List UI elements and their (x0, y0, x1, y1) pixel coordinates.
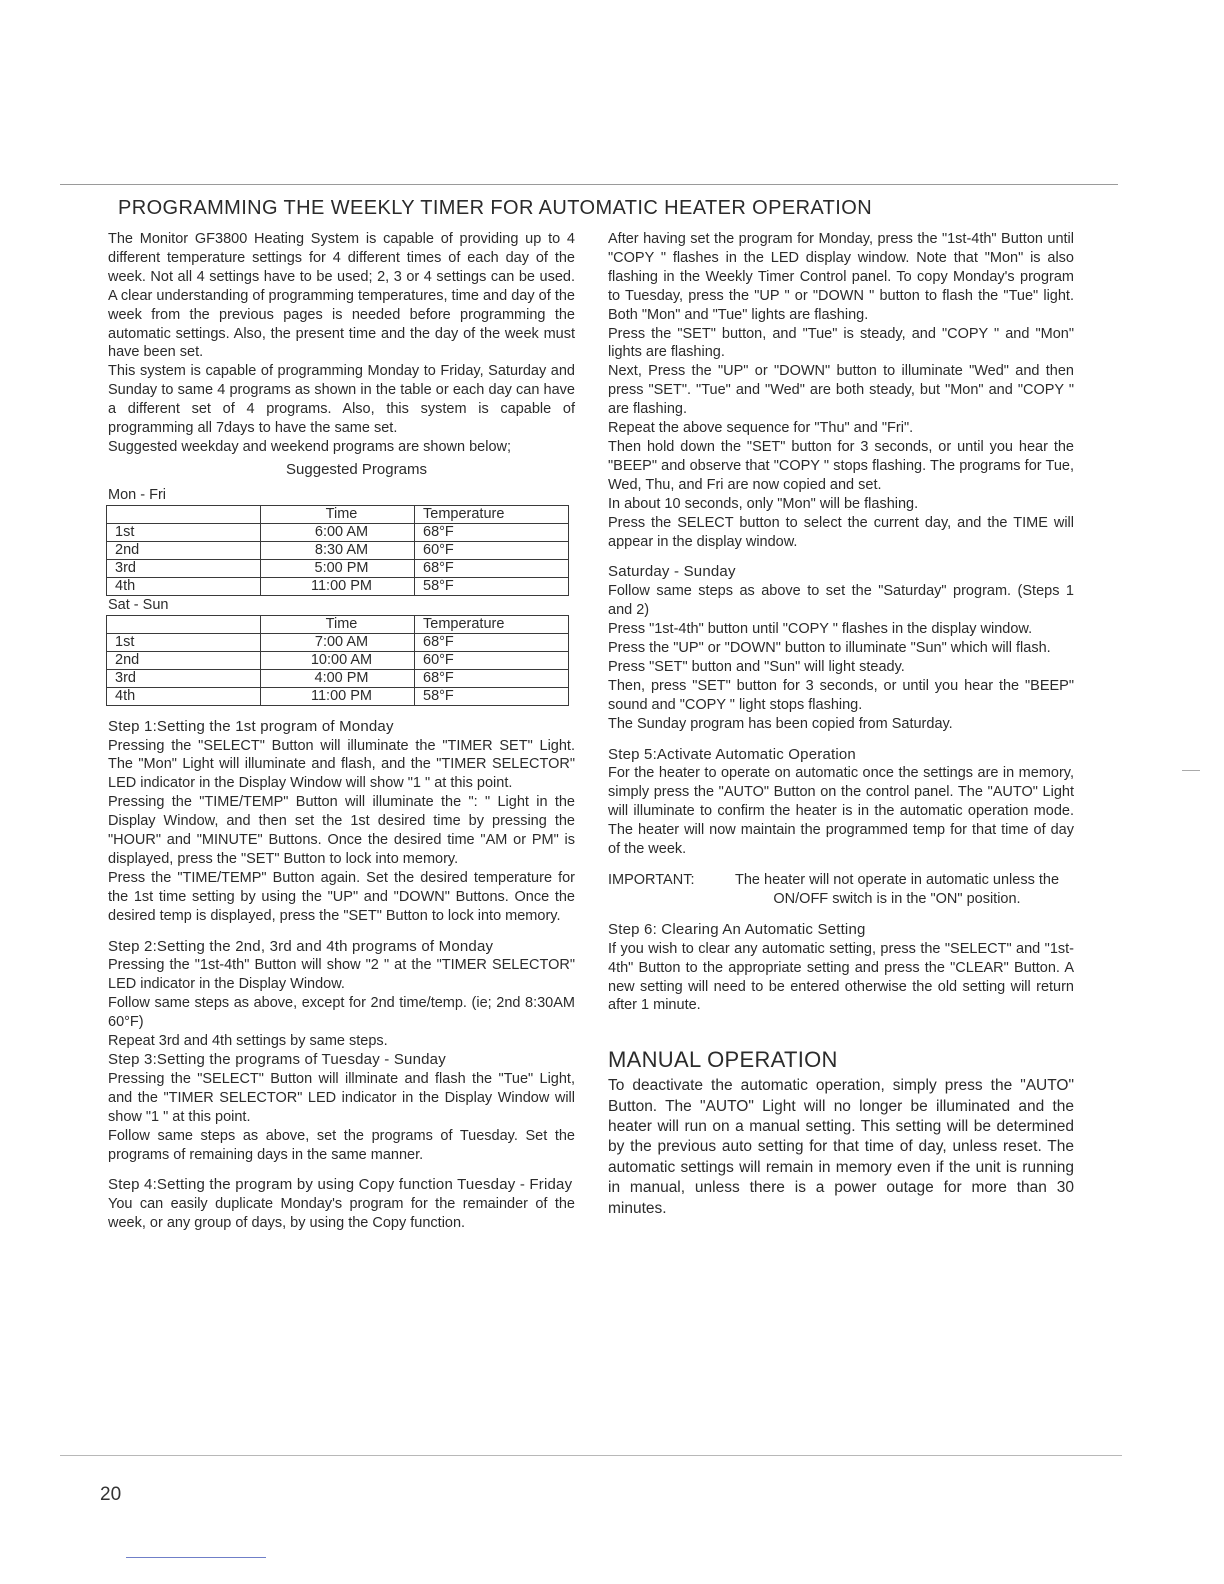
weekend-heading: Saturday - Sunday (608, 563, 736, 581)
table-header-cell (107, 615, 261, 633)
copy-paragraph: After having set the program for Monday, press the "1st-4th" Button until "COPY " flashes in the LED display window. Note that "Mon" is also flashing in the Weekly Timer Control panel. To copy Monday's program to Tuesday, press the "UP " or "DOWN " button to flash the "Tue" light. Both "Mon" and "Tue" lights are flashing. (608, 231, 1074, 323)
step2-paragraph: Pressing the "1st-4th" Button will show "2 " at the "TIMER SELECTOR" LED indicator in the Display Window. (108, 957, 575, 993)
copy-paragraph: Press the "SET" button, and "Tue" is steady, and "COPY " and "Mon" lights are flashing. (608, 325, 1074, 361)
program-label-cell: 2nd (107, 541, 261, 559)
program-label-cell: 1st (107, 633, 261, 651)
step1-paragraph: Pressing the "SELECT" Button will illuminate the "TIMER SET" Light. The "Mon" Light will illuminate and flash, and the "TIMER SELECTOR" LED indicator in the Display Window will show "1 " at this point. (108, 737, 575, 792)
top-divider (60, 184, 1118, 185)
program-temp-cell: 60°F (415, 541, 569, 559)
weekend-paragraph: Press "1st-4th" button until "COPY " flashes in the display window. (608, 621, 1033, 638)
weekend-program-table (106, 615, 569, 706)
weekend-group-label: Sat - Sun (108, 596, 169, 613)
copy-paragraph: Then hold down the "SET" button for 3 seconds, or until you hear the "BEEP" and observe that "COPY " stops flashing. The programs for Tue, Wed, Thu, and Fri are now copied and set. (608, 438, 1074, 493)
program-time-cell: 11:00 PM (261, 687, 415, 705)
weekend-paragraph: Press the "UP" or "DOWN" button to illuminate "Sun" which will flash. (608, 640, 1051, 657)
program-label-cell: 3rd (107, 559, 261, 577)
intro-paragraph: Suggested weekday and weekend programs are shown below; (108, 438, 512, 455)
table-header-cell: Temperature (415, 615, 569, 633)
left-column (108, 230, 575, 1233)
step5-heading: Step 5:Activate Automatic Operation (608, 745, 856, 763)
program-time-cell: 11:00 PM (261, 577, 415, 595)
intro-paragraph: The Monitor GF3800 Heating System is capable of providing up to 4 different temperature settings for 4 different times of each day of the week. Not all 4 settings have to be used; 2, 3 or 4 settings can be used. A clear understanding of programming temperatures, time and day of the week from the previous pages is needed before programming the automatic settings. Also, the present time and the day of the week must have been set. (108, 231, 575, 361)
program-time-cell: 8:30 AM (261, 541, 415, 559)
step6-paragraph: If you wish to clear any automatic setting, press the "SELECT" and "1st-4th" Button to the appropriate setting and press the "CLEAR" Button. A new setting will need to be entered otherwise the old setting will return after 1 minute. (608, 940, 1074, 1014)
bottom-divider (60, 1455, 1122, 1456)
weekend-paragraph: Follow same steps as above to set the "Saturday" program. (Steps 1 and 2) (608, 583, 1074, 619)
step6-heading: Step 6: Clearing An Automatic Setting (608, 920, 866, 938)
program-label-cell: 3rd (107, 669, 261, 687)
program-temp-cell: 68°F (415, 559, 569, 577)
important-note (608, 871, 1074, 909)
weekend-paragraph: Then, press "SET" button for 3 seconds, or until you hear the "BEEP" sound and "COPY " light stops flashing. (608, 677, 1074, 713)
table-row (107, 687, 569, 705)
table-header-cell (107, 505, 261, 523)
program-label-cell: 1st (107, 523, 261, 541)
step4-paragraph: You can easily duplicate Monday's program for the remainder of the week, or any group of days, by using the Copy function. (108, 1196, 575, 1232)
table-header-row (107, 505, 569, 523)
copy-paragraph: Next, Press the "UP" or "DOWN" button to illuminate "Wed" and then press "SET". "Tue" and "Wed" are both steady, but "Mon" and "COPY " are flashing. (608, 363, 1074, 418)
table-row (107, 651, 569, 669)
important-text: The heater will not operate in automatic unless the ON/OFF switch is in the "ON" position. (734, 872, 1060, 907)
program-label-cell: 2nd (107, 651, 261, 669)
table-row (107, 523, 569, 541)
intro-paragraph: This system is capable of programming Monday to Friday, Saturday and Sunday to same 4 programs as shown in the table or each day can have a different set of 4 programs. Also, this system is capable of programming all 7days to have the same set. (108, 363, 575, 437)
step3-heading: Step 3:Setting the programs of Tuesday - Sunday (108, 1051, 446, 1068)
table-row (107, 559, 569, 577)
program-temp-cell: 60°F (415, 651, 569, 669)
step2-paragraph: Repeat 3rd and 4th settings by same steps. (108, 1033, 388, 1050)
program-temp-cell: 68°F (415, 523, 569, 541)
margin-mark (1182, 770, 1200, 771)
step1-paragraph: Pressing the "TIME/TEMP" Button will illuminate the ": " Light in the Display Window, and then set the 1st desired time by pressing the "HOUR" and "MINUTE" Buttons. Once the desired time "AM or PM" is displayed, press the "SET" Button to lock into memory. (108, 794, 575, 867)
copy-paragraph: Press the SELECT button to select the current day, and the TIME will appear in the display window. (608, 514, 1074, 550)
table-caption: Suggested Programs (286, 460, 427, 478)
step1-heading: Step 1:Setting the 1st program of Monday (108, 717, 394, 735)
program-label-cell: 4th (107, 687, 261, 705)
page-title: PROGRAMMING THE WEEKLY TIMER FOR AUTOMATIC HEATER OPERATION (118, 197, 873, 219)
table-row (107, 669, 569, 687)
step3-paragraph: Pressing the "SELECT" Button will illminate and flash the "Tue" Light, and the "TIMER SELECTOR" LED indicator in the Display Window will show "1 " at this point. (108, 1070, 575, 1125)
step5-paragraph: For the heater to operate on automatic once the settings are in memory, simply press the "AUTO" Button on the control panel. The "AUTO" Light will illuminate to confirm the heater is in the automatic operation mode. The heater will now maintain the programmed temp for that time of day of the week. (608, 765, 1074, 858)
page-number: 20 (100, 1484, 122, 1505)
step1-paragraph: Press the "TIME/TEMP" Button again. Set the desired temperature for the 1st time setting by using the "UP" and "DOWN" Buttons. Once the desired temp is displayed, press the "SET" Button to lock into memory. (108, 869, 575, 924)
program-label-cell: 4th (107, 577, 261, 595)
program-temp-cell: 68°F (415, 669, 569, 687)
weekend-paragraph: Press "SET" button and "Sun" will light steady. (608, 658, 905, 675)
important-label: IMPORTANT: (608, 872, 695, 888)
program-temp-cell: 68°F (415, 633, 569, 651)
table-header-cell: Temperature (415, 505, 569, 523)
table-row (107, 541, 569, 559)
right-column (608, 230, 1074, 1219)
copy-paragraph: In about 10 seconds, only "Mon" will be flashing. (608, 495, 919, 512)
table-header-cell: Time (261, 615, 415, 633)
program-time-cell: 4:00 PM (261, 669, 415, 687)
program-time-cell: 6:00 AM (261, 523, 415, 541)
program-time-cell: 7:00 AM (261, 633, 415, 651)
table-header-row (107, 615, 569, 633)
weekday-group-label: Mon - Fri (108, 486, 166, 503)
footer-blue-line (126, 1557, 266, 1558)
program-temp-cell: 58°F (415, 577, 569, 595)
step2-paragraph: Follow same steps as above, except for 2nd time/temp. (ie; 2nd 8:30AM 60°F) (108, 995, 575, 1031)
program-time-cell: 5:00 PM (261, 559, 415, 577)
weekday-program-table (106, 505, 569, 596)
weekend-paragraph: The Sunday program has been copied from Saturday. (608, 715, 953, 732)
step3-paragraph: Follow same steps as above, set the programs of Tuesday. Set the programs of remaining days in the same manner. (108, 1127, 575, 1163)
table-header-cell: Time (261, 505, 415, 523)
program-temp-cell: 58°F (415, 687, 569, 705)
manual-operation-title: MANUAL OPERATION (608, 1047, 838, 1073)
step2-heading: Step 2:Setting the 2nd, 3rd and 4th programs of Monday (108, 937, 494, 955)
table-row (107, 577, 569, 595)
manual-operation-paragraph: To deactivate the automatic operation, simply press the "AUTO" Button. The "AUTO" Light will no longer be illuminated and the heater will run on a manual setting. This setting will be determined by the previous auto setting for that time of day, unless reset. The automatic settings will remain in memory even if the unit is running in manual, unless there is a power outage for more than 30 minutes. (608, 1077, 1074, 1217)
program-time-cell: 10:00 AM (261, 651, 415, 669)
step4-heading: Step 4:Setting the program by using Copy function Tuesday - Friday (108, 1176, 573, 1194)
table-row (107, 633, 569, 651)
copy-paragraph: Repeat the above sequence for "Thu" and "Fri". (608, 420, 914, 437)
